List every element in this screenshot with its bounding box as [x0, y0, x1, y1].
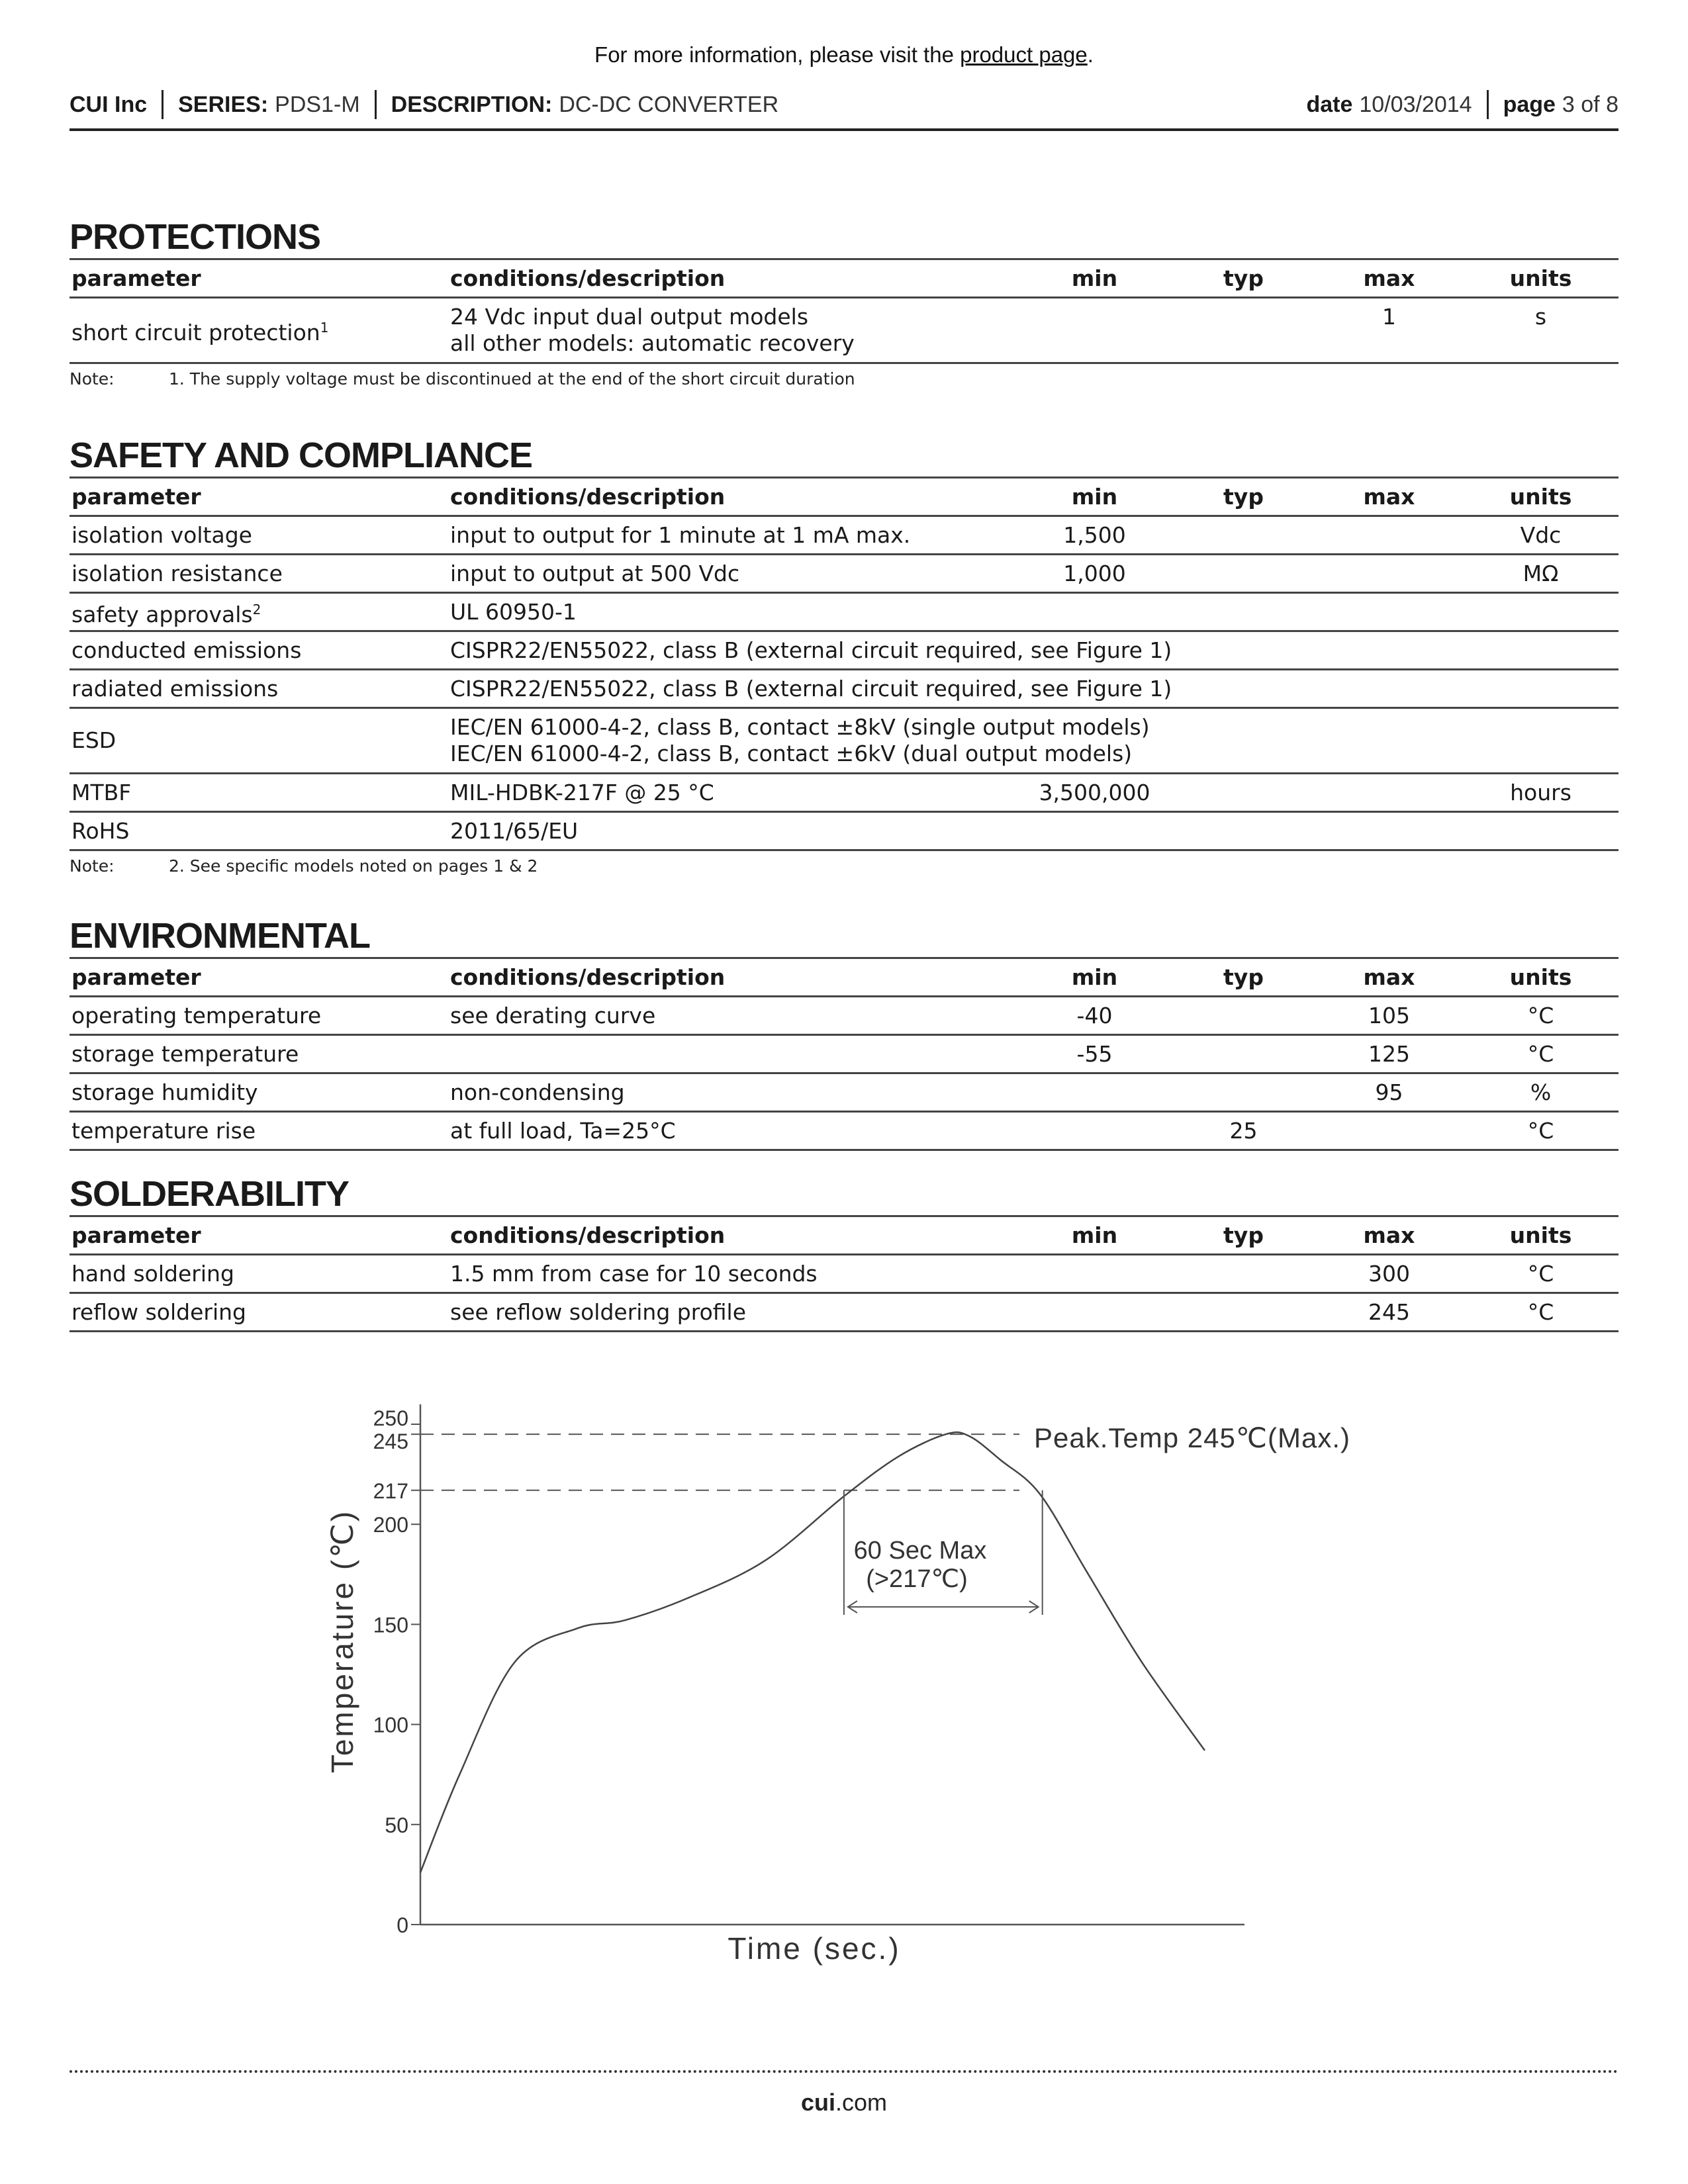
cell-min: -40 — [1017, 997, 1170, 1035]
company-name: CUI Inc — [70, 91, 148, 117]
cell-parameter: reflow soldering — [70, 1293, 448, 1332]
cell-units: Vdc — [1461, 516, 1618, 555]
cell-conditions: 2011/65/EU — [448, 812, 1017, 850]
cell-conditions: see derating curve — [448, 997, 1017, 1035]
cell-units: hours — [1461, 774, 1618, 812]
window-label-line1: 60 Sec Max — [853, 1537, 987, 1565]
series-value: PDS1-M — [275, 91, 360, 117]
cell-conditions: at full load, Ta=25°C — [448, 1112, 1017, 1150]
col-units: units — [1461, 1216, 1618, 1255]
date-label: date — [1306, 91, 1353, 117]
y-tick-label: 200 — [373, 1513, 408, 1537]
series-label: SERIES: — [178, 91, 269, 117]
col-typ: typ — [1170, 1216, 1315, 1255]
y-axis-label: Temperature (℃) — [325, 1509, 359, 1774]
cell-max: 105 — [1315, 997, 1461, 1035]
safety-note: Note: 2. See specific models noted on pages 1 & 2 — [70, 856, 538, 876]
y-tick-label: 217 — [373, 1479, 408, 1503]
cell-conditions: UL 60950-1 — [448, 593, 1017, 631]
y-tick-label: 245 — [373, 1430, 408, 1454]
col-parameter: parameter — [70, 1216, 448, 1255]
section-title: SOLDERABILITY — [70, 1174, 350, 1214]
col-min: min — [1017, 478, 1170, 516]
cell-parameter: radiated emissions — [70, 670, 448, 708]
section-title: PROTECTIONS — [70, 217, 321, 257]
cell-conditions: input to output for 1 minute at 1 mA max. — [448, 516, 1017, 555]
cell-units: °C — [1461, 1112, 1618, 1150]
cell-typ: 25 — [1170, 1112, 1315, 1150]
y-tick-label: 0 — [397, 1913, 408, 1937]
y-tick-label: 250 — [373, 1406, 408, 1430]
cell-conditions: CISPR22/EN55022, class B (external circuit required, see Figure 1) — [448, 670, 1618, 708]
cell-max: 245 — [1315, 1293, 1461, 1332]
cell-parameter: short circuit protection$^1$ — [70, 298, 448, 363]
peak-temp-label: Peak.Temp 245℃(Max.) — [1034, 1422, 1351, 1453]
col-max: max — [1315, 478, 1461, 516]
top-note-suffix: . — [1087, 42, 1094, 67]
cell-max: 300 — [1315, 1255, 1461, 1293]
page-label: page — [1503, 91, 1556, 117]
cell-conditions: 24 Vdc input dual output models all other models: automatic recovery — [448, 298, 1017, 363]
cell-parameter: conducted emissions — [70, 631, 448, 670]
y-tick-label: 150 — [373, 1613, 408, 1637]
section-title: SAFETY AND COMPLIANCE — [70, 435, 533, 475]
col-units: units — [1461, 259, 1618, 298]
top-note-prefix: For more information, please visit the — [594, 42, 961, 67]
page-value: 3 of 8 — [1562, 91, 1618, 117]
product-page-link[interactable]: product page — [960, 42, 1088, 67]
col-units: units — [1461, 958, 1618, 997]
series-line-reflow-profile — [420, 1432, 1205, 1872]
cell-units: MΩ — [1461, 555, 1618, 593]
cell-min: 1,500 — [1017, 516, 1170, 555]
col-min: min — [1017, 958, 1170, 997]
cell-units: s — [1461, 298, 1618, 363]
cell-units: °C — [1461, 1255, 1618, 1293]
cell-min: 3,500,000 — [1017, 774, 1170, 812]
description-value: DC-DC CONVERTER — [559, 91, 779, 117]
cell-conditions: see reflow soldering profile — [448, 1293, 1017, 1332]
date-value: 10/03/2014 — [1359, 91, 1472, 117]
footer-site: cui.com — [800, 2089, 888, 2116]
cell-parameter: isolation resistance — [70, 555, 448, 593]
cell-parameter: storage temperature — [70, 1035, 448, 1073]
cell-units: °C — [1461, 1293, 1618, 1332]
cell-parameter: storage humidity — [70, 1073, 448, 1112]
cell-min: -55 — [1017, 1035, 1170, 1073]
col-typ: typ — [1170, 478, 1315, 516]
col-min: min — [1017, 1216, 1170, 1255]
section-title: ENVIRONMENTAL — [70, 916, 370, 956]
cell-parameter: RoHS — [70, 812, 448, 850]
protections-note: Note: 1. The supply voltage must be discontinued at the end of the short circuit duration — [70, 369, 855, 388]
cell-parameter: temperature rise — [70, 1112, 448, 1150]
col-typ: typ — [1170, 259, 1315, 298]
page-footer — [70, 2070, 1618, 2116]
cell-parameter: ESD — [70, 708, 448, 774]
cell-conditions: CISPR22/EN55022, class B (external circuit required, see Figure 1) — [448, 631, 1618, 670]
cell-parameter: MTBF — [70, 774, 448, 812]
col-conditions: conditions/description — [448, 259, 1017, 298]
col-max: max — [1315, 958, 1461, 997]
col-units: units — [1461, 478, 1618, 516]
col-parameter: parameter — [70, 478, 448, 516]
chart-reference-lines — [420, 1434, 1019, 1490]
cell-parameter: isolation voltage — [70, 516, 448, 555]
col-conditions: conditions/description — [448, 478, 1017, 516]
cell-units: % — [1461, 1073, 1618, 1112]
col-parameter: parameter — [70, 259, 448, 298]
cell-conditions: IEC/EN 61000-4-2, class B, contact ±8kV (single output models) IEC/EN 61000-4-2, class B, contact ±6kV (dual output models) — [448, 708, 1618, 774]
y-tick-label: 100 — [373, 1713, 408, 1737]
col-min: min — [1017, 259, 1170, 298]
cell-max: 1 — [1315, 298, 1461, 363]
description-label: DESCRIPTION: — [391, 91, 553, 117]
cell-parameter: operating temperature — [70, 997, 448, 1035]
cell-units: °C — [1461, 1035, 1618, 1073]
cell-parameter: safety approvals$^2$ — [70, 593, 448, 631]
cell-conditions: 1.5 mm from case for 10 seconds — [448, 1255, 1017, 1293]
cell-max: 125 — [1315, 1035, 1461, 1073]
chart-axes — [420, 1404, 1244, 1925]
col-conditions: conditions/description — [448, 958, 1017, 997]
window-label-line2: (>217℃) — [866, 1565, 968, 1593]
cell-max: 95 — [1315, 1073, 1461, 1112]
col-max: max — [1315, 259, 1461, 298]
x-axis-label: Time (sec.) — [727, 1931, 901, 1966]
col-parameter: parameter — [70, 958, 448, 997]
cell-conditions: non-condensing — [448, 1073, 1017, 1112]
col-conditions: conditions/description — [448, 1216, 1017, 1255]
cell-conditions: input to output at 500 Vdc — [448, 555, 1017, 593]
cell-conditions: MIL-HDBK-217F @ 25 °C — [448, 774, 1017, 812]
cell-min: 1,000 — [1017, 555, 1170, 593]
cell-units: °C — [1461, 997, 1618, 1035]
chart-y-ticks — [373, 1406, 420, 1937]
col-max: max — [1315, 1216, 1461, 1255]
col-typ: typ — [1170, 958, 1315, 997]
y-tick-label: 50 — [385, 1813, 408, 1837]
cell-parameter: hand soldering — [70, 1255, 448, 1293]
